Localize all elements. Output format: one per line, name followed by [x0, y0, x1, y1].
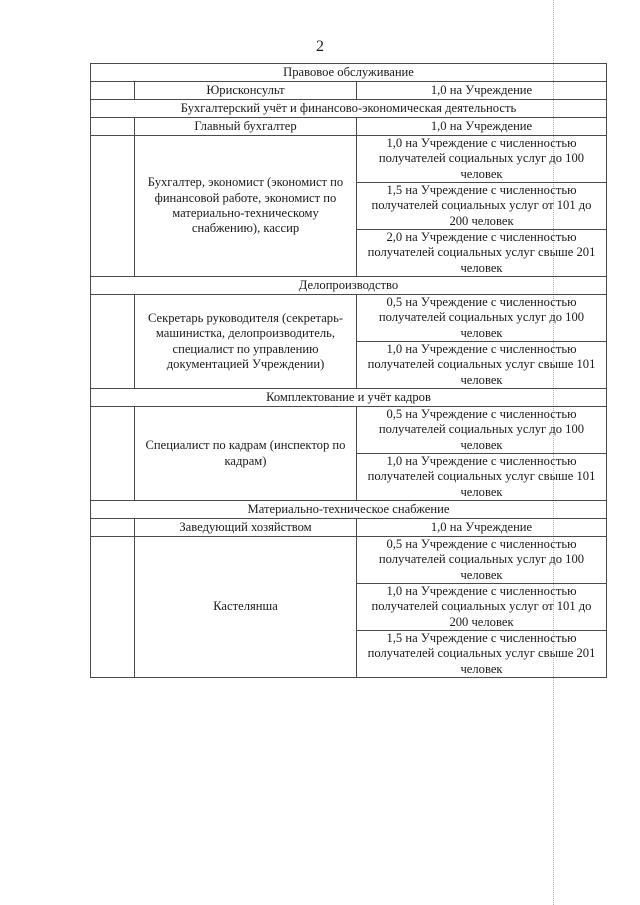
section-title: Материально-техническое снабжение	[91, 501, 607, 519]
position-row	[91, 136, 607, 183]
empty-cell	[91, 136, 135, 277]
empty-cell	[91, 118, 135, 136]
norm-cell: 1,5 на Учреждение с численностью получателей социальных услуг свыше 201 человек	[357, 631, 607, 678]
section-header-row	[91, 501, 607, 519]
position-name: Секретарь руководителя (секретарь-машинистка, делопроизводитель, специалист по управлению документацией Учреждении)	[135, 295, 357, 389]
norm-cell: 1,0 на Учреждение с численностью получателей социальных услуг свыше 101 человек	[357, 342, 607, 389]
empty-cell	[91, 537, 135, 678]
section-header-row	[91, 389, 607, 407]
norm-cell: 0,5 на Учреждение с численностью получателей социальных услуг до 100 человек	[357, 295, 607, 342]
norm-cell: 2,0 на Учреждение с численностью получателей социальных услуг свыше 201 человек	[357, 230, 607, 277]
norm-cell: 0,5 на Учреждение с численностью получателей социальных услуг до 100 человек	[357, 537, 607, 584]
section-header-row	[91, 277, 607, 295]
position-name: Специалист по кадрам (инспектор по кадрам)	[135, 407, 357, 501]
norm-cell: 0,5 на Учреждение с численностью получателей социальных услуг до 100 человек	[357, 407, 607, 454]
section-title: Делопроизводство	[91, 277, 607, 295]
position-name: Заведующий хозяйством	[135, 519, 357, 537]
empty-cell	[91, 407, 135, 501]
norm-cell: 1,0 на Учреждение с численностью получателей социальных услуг от 101 до 200 человек	[357, 584, 607, 631]
empty-cell	[91, 82, 135, 100]
position-row	[91, 295, 607, 342]
position-name: Главный бухгалтер	[135, 118, 357, 136]
position-row	[91, 118, 607, 136]
norm-cell: 1,0 на Учреждение с численностью получателей социальных услуг до 100 человек	[357, 136, 607, 183]
position-row	[91, 407, 607, 454]
norm-cell: 1,0 на Учреждение с численностью получателей социальных услуг свыше 101 человек	[357, 454, 607, 501]
norm-cell: 1,0 на Учреждение	[357, 82, 607, 100]
section-title: Правовое обслуживание	[91, 64, 607, 82]
norm-cell: 1,5 на Учреждение с численностью получателей социальных услуг от 101 до 200 человек	[357, 183, 607, 230]
staffing-norms-table	[90, 63, 607, 678]
norm-cell: 1,0 на Учреждение	[357, 118, 607, 136]
position-row	[91, 519, 607, 537]
empty-cell	[91, 519, 135, 537]
page-number: 2	[316, 38, 324, 55]
position-row	[91, 82, 607, 100]
position-name: Юрисконсульт	[135, 82, 357, 100]
section-header-row	[91, 64, 607, 82]
section-title: Комплектование и учёт кадров	[91, 389, 607, 407]
position-name: Кастелянша	[135, 537, 357, 678]
position-row	[91, 537, 607, 584]
staffing-norms-body	[91, 64, 607, 678]
norm-cell: 1,0 на Учреждение	[357, 519, 607, 537]
section-title: Бухгалтерский учёт и финансово-экономическая деятельность	[91, 100, 607, 118]
section-header-row	[91, 100, 607, 118]
empty-cell	[91, 295, 135, 389]
position-name: Бухгалтер, экономист (экономист по финансовой работе, экономист по материально-техническому снабжению), кассир	[135, 136, 357, 277]
